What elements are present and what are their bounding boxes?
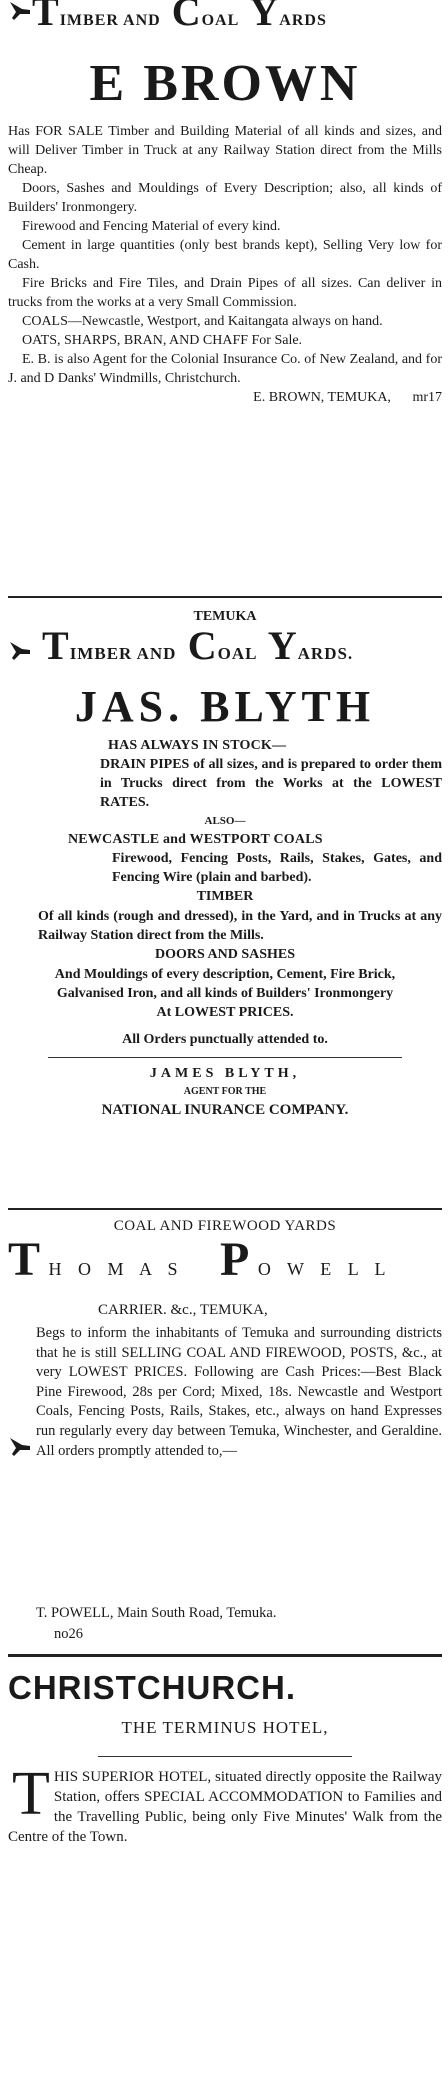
header-word-yards: ARDS. bbox=[297, 644, 354, 663]
timber-paragraph: Of all kinds (rough and dressed), in the Yard, and in Trucks at any Railway Station direct from the Mills. bbox=[38, 909, 442, 943]
header-initial-y: Y bbox=[267, 623, 298, 668]
coals-paragraph: Firewood, Fencing Posts, Rails, Stakes, Gates, and Fencing Wire (plain and barbed). bbox=[112, 851, 442, 885]
coals-heading: NEWCASTLE and WESTPORT COALS bbox=[68, 832, 323, 847]
insertion-code: mr17 bbox=[412, 390, 442, 405]
ad-header bbox=[32, 0, 327, 32]
paragraph-cement: Cement in large quantities (only best brands kept), Selling Very low for Cash. bbox=[8, 238, 442, 272]
signature: JAMES BLYTH, bbox=[149, 1066, 301, 1081]
doors-heading: DOORS AND SASHES bbox=[154, 947, 296, 962]
description-text: HIS SUPERIOR HOTEL, situated directly opposite the Railway Station, offers SPECIAL ACCOMMODATION to Families and the Travelling Public, being only Five Minutes' Walk from the Centre of the Town. bbox=[8, 1769, 442, 1845]
header-word-timber: IMBER AND bbox=[69, 644, 177, 663]
divider bbox=[8, 596, 442, 598]
paragraph-coals: COALS—Newcastle, Westport, and Kaitangata always on hand. bbox=[22, 314, 383, 329]
insertion-code: no26 bbox=[54, 1626, 83, 1642]
ad-jas-blyth bbox=[8, 604, 442, 1214]
header-word-timber: IMBER AND bbox=[59, 12, 161, 29]
ad-body bbox=[8, 736, 442, 1120]
signature-line bbox=[8, 388, 442, 407]
divider bbox=[8, 1208, 442, 1210]
header-initial-t: T bbox=[42, 623, 70, 668]
paragraph-doors: Doors, Sashes and Mouldings of Every Description; also, all kinds of Builders' Ironmongery. bbox=[8, 181, 442, 215]
paragraph-oats: OATS, SHARPS, BRAN, AND CHAFF For Sale. bbox=[22, 333, 303, 348]
pointing-hand-icon bbox=[8, 640, 32, 662]
paragraph-fire-bricks: Fire Bricks and Fire Tiles, and Drain Pipes of all sizes. Can deliver in trucks from the works at a very Small Commission. bbox=[8, 276, 442, 310]
place-name: TEMUKA bbox=[193, 609, 257, 624]
divider bbox=[48, 1057, 402, 1058]
hotel-description bbox=[8, 1760, 442, 1847]
header-initial-c: C bbox=[171, 0, 202, 34]
city-heading: CHRISTCHURCH. bbox=[8, 1669, 296, 1706]
ad-body bbox=[8, 122, 442, 407]
orders-line: All Orders punctually attended to. bbox=[122, 1032, 328, 1047]
company-name: NATIONAL INURANCE COMPANY. bbox=[101, 1102, 349, 1118]
drain-pipes-paragraph: DRAIN PIPES of all sizes, and is prepared to order them in Trucks direct from the Works at the LOWEST RATES. bbox=[100, 757, 442, 810]
header-word-yards: ARDS bbox=[279, 12, 327, 29]
timber-heading: TIMBER bbox=[196, 889, 254, 904]
ad-terminus-hotel bbox=[8, 1664, 442, 2082]
paragraph-for-sale: Has FOR SALE Timber and Building Material of all kinds and sizes, and will Deliver Timber in Truck at any Railway Station direct from the Mills Cheap. bbox=[8, 124, 442, 177]
doors-paragraph: And Mouldings of every description, Cement, Fire Brick, Galvanised Iron, and all kinds of Builders' Ironmongery bbox=[54, 967, 396, 1001]
divider bbox=[8, 1654, 442, 1657]
advertiser-name: E BROWN bbox=[89, 55, 361, 112]
stock-heading: HAS ALWAYS IN STOCK— bbox=[108, 738, 287, 753]
ad-thomas-powell bbox=[8, 1214, 442, 1664]
divider bbox=[98, 1756, 352, 1757]
signature: E. BROWN, TEMUKA, bbox=[253, 390, 391, 405]
ad-e-brown bbox=[8, 0, 442, 604]
hotel-name: THE TERMINUS HOTEL, bbox=[121, 1718, 329, 1737]
ad-header bbox=[42, 623, 354, 668]
carrier-line: CARRIER. &c., TEMUKA, bbox=[98, 1302, 268, 1318]
name-initial-t: T bbox=[8, 1233, 43, 1286]
pointing-hand-icon bbox=[8, 1436, 32, 1458]
also-label: ALSO— bbox=[204, 815, 246, 827]
paragraph-firewood: Firewood and Fencing Material of every kind. bbox=[22, 219, 281, 234]
header-word-coal: OAL bbox=[201, 12, 239, 29]
header-initial-y: Y bbox=[249, 0, 280, 34]
name-owell: O W E L L bbox=[257, 1259, 392, 1279]
header-word-coal: OAL bbox=[217, 644, 257, 663]
ad-body: Begs to inform the inhabitants of Temuka and surrounding districts that he is still SELLING COAL AND FIREWOOD, POSTS, &c., at very LOWEST PRICES. Following are Cash Prices:—Best Black Pine Firewood, 28s per Cord; Mixed, 18s. Newcastle and Westport Coals, Fencing Posts, Rails, Stakes, etc., always on hand Expresses run regularly every day between Temuka, Winchester, and Geraldine. All orders promptly attended to,— bbox=[36, 1325, 442, 1459]
proprietor-name bbox=[8, 1233, 392, 1286]
lowest-prices: At LOWEST PRICES. bbox=[156, 1005, 294, 1020]
drop-cap-t: T bbox=[12, 1760, 50, 1828]
pointing-hand-icon bbox=[8, 0, 32, 22]
name-initial-p: P bbox=[220, 1233, 252, 1286]
agent-label: AGENT FOR THE bbox=[183, 1086, 267, 1097]
header-initial-t: T bbox=[32, 0, 60, 34]
header-initial-c: C bbox=[187, 623, 218, 668]
advertiser-name: JAS. BLYTH bbox=[74, 682, 376, 731]
signature: T. POWELL, Main South Road, Temuka. bbox=[36, 1605, 277, 1621]
name-homas: H O M A S bbox=[48, 1259, 184, 1279]
ad-title: COAL AND FIREWOOD YARDS bbox=[113, 1218, 337, 1234]
paragraph-agent: E. B. is also Agent for the Colonial Insurance Co. of New Zealand, and for J. and D Danks' Windmills, Christchurch. bbox=[8, 352, 442, 386]
